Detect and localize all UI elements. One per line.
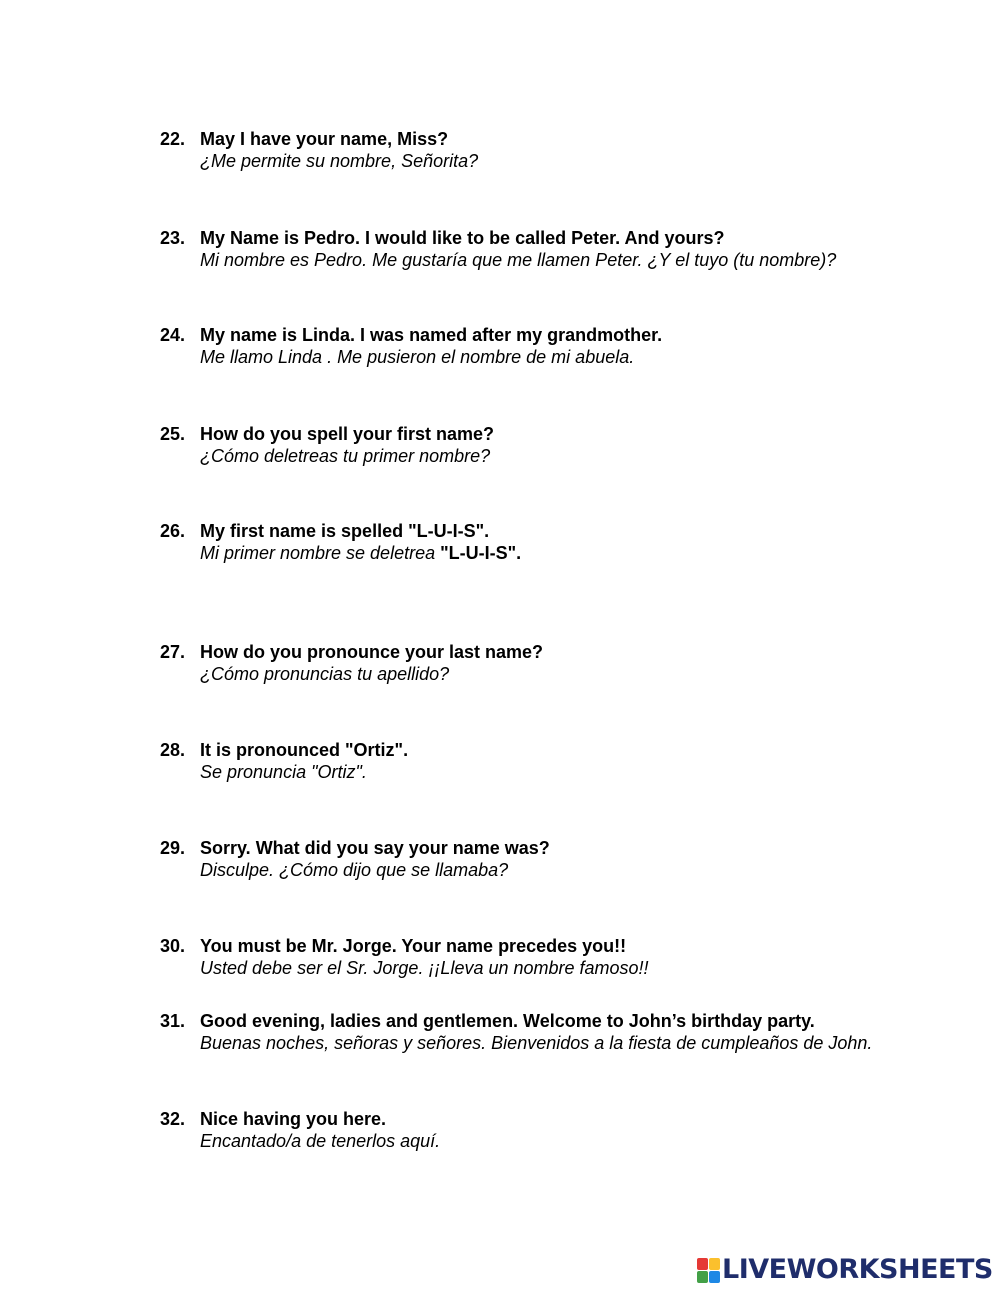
item-number: 27. bbox=[160, 642, 186, 662]
spanish-translation: ¿Cómo deletreas tu primer nombre? bbox=[200, 446, 491, 466]
english-sentence: Nice having you here. bbox=[200, 1109, 387, 1129]
spanish-translation: Se pronuncia "Ortiz". bbox=[200, 762, 367, 782]
english-sentence: It is pronounced "Ortiz". bbox=[200, 740, 409, 760]
spanish-translation: ¿Me permite su nombre, Señorita? bbox=[200, 151, 479, 171]
live-blocks-icon bbox=[697, 1258, 719, 1282]
english-sentence: You must be Mr. Jorge. Your name precedes you!! bbox=[200, 936, 627, 956]
spelled-name: "L-U-I-S". bbox=[440, 543, 522, 563]
logo-text: LIVEWORKSHEETS bbox=[722, 1254, 993, 1285]
item-number: 22. bbox=[160, 129, 186, 149]
english-sentence: May I have your name, Miss? bbox=[200, 129, 449, 149]
spanish-translation: Buenas noches, señoras y señores. Bienvenidos a la fiesta de cumpleaños de John. bbox=[200, 1033, 873, 1053]
logo-block-yellow bbox=[709, 1258, 720, 1270]
spanish-translation: Mi nombre es Pedro. Me gustaría que me llamen Peter. ¿Y el tuyo (tu nombre)? bbox=[200, 250, 837, 270]
item-number: 29. bbox=[160, 838, 186, 858]
english-sentence: How do you spell your first name? bbox=[200, 424, 495, 444]
english-sentence: Good evening, ladies and gentlemen. Welcome to John’s birthday party. bbox=[200, 1011, 815, 1031]
logo-block-green bbox=[697, 1271, 708, 1283]
item-number: 25. bbox=[160, 424, 186, 444]
spanish-translation: Disculpe. ¿Cómo dijo que se llamaba? bbox=[200, 860, 509, 880]
logo-block-red bbox=[697, 1258, 708, 1270]
english-sentence: How do you pronounce your last name? bbox=[200, 642, 544, 662]
english-sentence: Sorry. What did you say your name was? bbox=[200, 838, 550, 858]
item-number: 23. bbox=[160, 228, 186, 248]
item-number: 32. bbox=[160, 1109, 186, 1129]
item-number: 30. bbox=[160, 936, 186, 956]
spanish-translation: Usted debe ser el Sr. Jorge. ¡¡Lleva un nombre famoso!! bbox=[200, 958, 649, 978]
item-number: 24. bbox=[160, 325, 186, 345]
english-sentence: My Name is Pedro. I would like to be called Peter. And yours? bbox=[200, 228, 725, 248]
spanish-translation: ¿Cómo pronuncias tu apellido? bbox=[200, 664, 450, 684]
liveworksheets-logo[interactable] bbox=[697, 1256, 993, 1284]
logo-block-blue bbox=[709, 1271, 720, 1283]
item-number: 26. bbox=[160, 521, 186, 541]
spanish-translation: Me llamo Linda . Me pusieron el nombre de mi abuela. bbox=[200, 347, 635, 367]
english-sentence: My name is Linda. I was named after my grandmother. bbox=[200, 325, 663, 345]
item-number: 31. bbox=[160, 1011, 186, 1031]
english-sentence: My first name is spelled "L-U-I-S". bbox=[200, 521, 490, 541]
item-number: 28. bbox=[160, 740, 186, 760]
spanish-translation: Encantado/a de tenerlos aquí. bbox=[200, 1131, 441, 1151]
spanish-text: Mi primer nombre se deletrea bbox=[200, 543, 441, 563]
spanish-translation bbox=[200, 542, 521, 564]
